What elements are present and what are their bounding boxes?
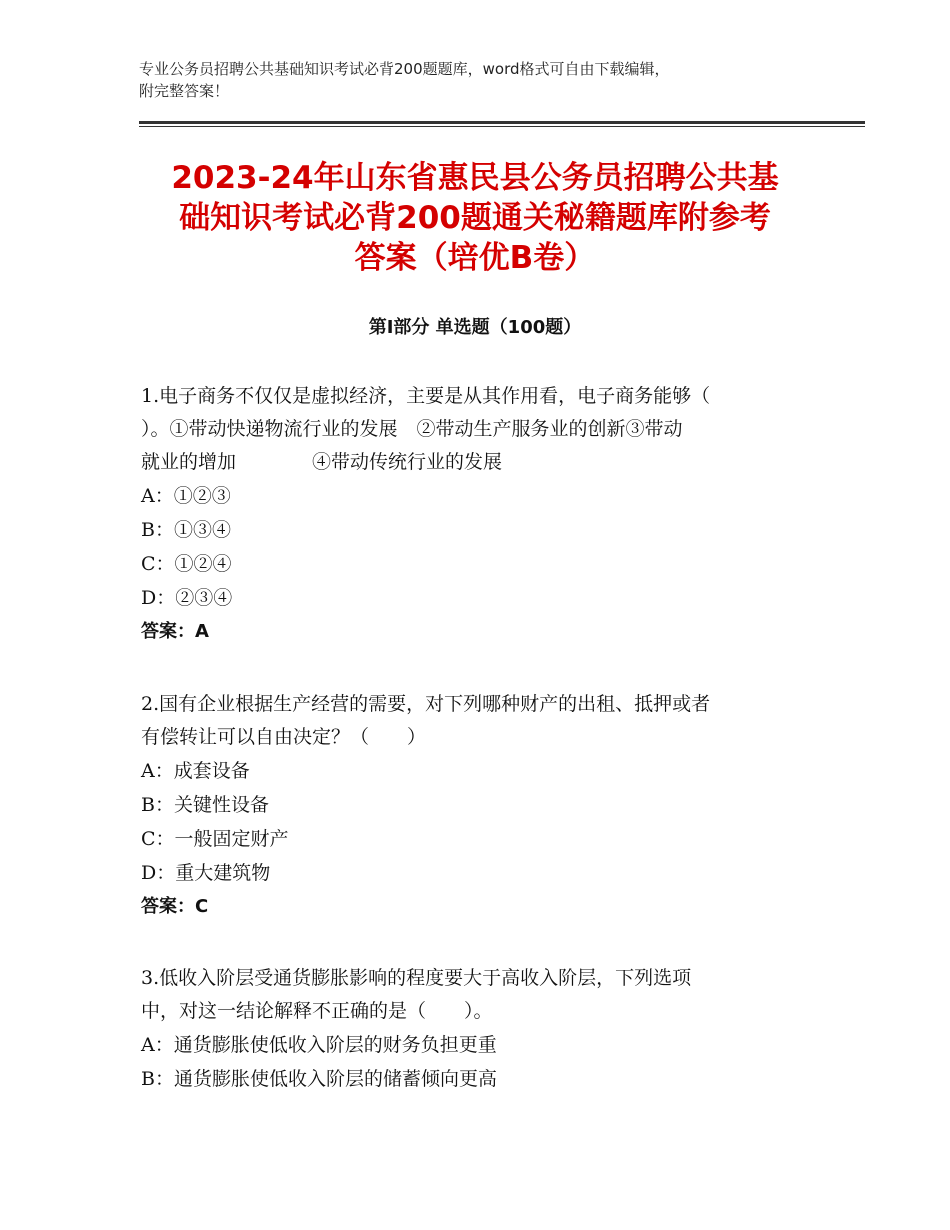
question-stem-line: 3.低收入阶层受通货膨胀影响的程度要大于高收入阶层，下列选项 [141,967,692,989]
page-title-line-2: 础知识考试必背200题通关秘籍题库附参考 [179,200,771,236]
option-b: B：关键性设备 [141,794,269,816]
question-stem-line: 有偿转让可以自由决定？（ ） [141,726,427,748]
answer-label: 答案：C [141,896,209,917]
page-title [139,158,811,278]
question-3 [141,962,801,1096]
option-a: A：①②③ [141,485,231,507]
question-stem-line: ）。①带动快递物流行业的发展 ②带动生产服务业的创新③带动 [141,418,683,440]
header-divider-thin [139,126,865,127]
header-note-line-2: 附完整答案！ [139,82,230,100]
option-b: B：通货膨胀使低收入阶层的储蓄倾向更高 [141,1068,497,1090]
option-c: C：①②④ [141,553,232,575]
question-2 [141,688,801,924]
option-c: C：一般固定财产 [141,828,289,850]
header-divider-thick [139,121,865,124]
answer-label: 答案：A [141,621,209,642]
question-stem-line: 1.电子商务不仅仅是虚拟经济，主要是从其作用看，电子商务能够（ [141,385,711,407]
header-note-line-1: 专业公务员招聘公共基础知识考试必背200题题库，word格式可自由下载编辑， [139,60,670,78]
option-b: B：①③④ [141,519,231,541]
section-title: 第Ⅰ部分 单选题（100题） [368,317,582,338]
header-note [139,58,839,102]
option-d: D：②③④ [141,587,233,609]
page-title-line-3: 答案（培优B卷） [354,240,596,276]
question-1 [141,380,801,649]
option-a: A：成套设备 [141,760,250,782]
question-stem-line: 2.国有企业根据生产经营的需要，对下列哪种财产的出租、抵押或者 [141,693,711,715]
option-a: A：通货膨胀使低收入阶层的财务负担更重 [141,1034,497,1056]
question-stem-line: 中，对这一结论解释不正确的是（ ）。 [141,1000,493,1022]
page-title-line-1: 2023-24年山东省惠民县公务员招聘公共基 [171,160,779,196]
option-d: D：重大建筑物 [141,862,271,884]
question-stem-line: 就业的增加 ④带动传统行业的发展 [141,451,503,473]
